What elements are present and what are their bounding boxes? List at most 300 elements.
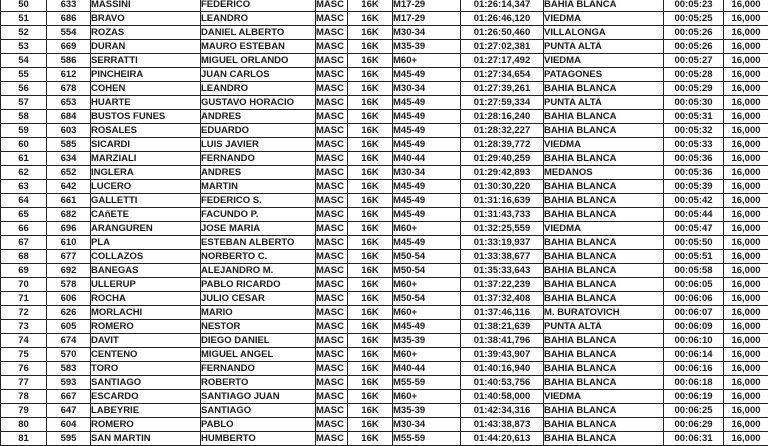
cell-distance-meters: 16,000 [724,306,768,320]
cell-distance: 16K [348,278,393,292]
cell-sex: MASC [316,432,348,446]
cell-first-name: DIEGO DANIEL [201,334,316,348]
cell-distance: 16K [348,320,393,334]
cell-distance: 16K [348,110,393,124]
cell-last-name: DAVIT [91,334,201,348]
cell-last-name: DURAN [91,40,201,54]
cell-city: PATAGONES [544,68,664,82]
cell-bib: 612 [47,68,91,82]
cell-chip-time: 01:31:16,639 [461,194,544,208]
cell-chip-time: 01:39:43,907 [461,348,544,362]
cell-pace: 00:05:25 [664,12,724,26]
cell-sex: MASC [316,376,348,390]
cell-first-name: MIGUEL ORLANDO [201,54,316,68]
cell-pace: 00:06:14 [664,348,724,362]
cell-position: 52 [1,26,47,40]
cell-distance: 16K [348,222,393,236]
cell-distance: 16K [348,166,393,180]
table-row [1,54,768,68]
cell-distance-meters: 16,000 [724,222,768,236]
cell-distance-meters: 16,000 [724,208,768,222]
table-row [1,348,768,362]
cell-sex: MASC [316,194,348,208]
cell-distance-meters: 16,000 [724,264,768,278]
cell-first-name: ROBERTO [201,376,316,390]
cell-category: M55-59 [393,432,461,446]
cell-chip-time: 01:37:22,239 [461,278,544,292]
table-row [1,110,768,124]
cell-city: BAHIA BLANCA [544,404,664,418]
cell-category: M30-34 [393,26,461,40]
table-row [1,250,768,264]
cell-bib: 595 [47,432,91,446]
cell-city: VIEDMA [544,138,664,152]
cell-first-name: LEANDRO [201,12,316,26]
cell-distance: 16K [348,96,393,110]
cell-distance-meters: 16,000 [724,292,768,306]
cell-bib: 583 [47,362,91,376]
cell-distance-meters: 16,000 [724,404,768,418]
cell-sex: MASC [316,82,348,96]
table-row [1,306,768,320]
cell-distance-meters: 16,000 [724,390,768,404]
cell-last-name: SAN MARTIN [91,432,201,446]
cell-distance-meters: 16,000 [724,124,768,138]
cell-position: 54 [1,54,47,68]
cell-chip-time: 01:28:32,227 [461,124,544,138]
cell-category: M40-44 [393,362,461,376]
cell-last-name: LUCERO [91,180,201,194]
cell-distance: 16K [348,0,393,12]
cell-bib: 667 [47,390,91,404]
cell-sex: MASC [316,348,348,362]
cell-pace: 00:05:51 [664,250,724,264]
cell-position: 57 [1,96,47,110]
cell-chip-time: 01:27:59,334 [461,96,544,110]
cell-city: BAHIA BLANCA [544,208,664,222]
cell-category: M60+ [393,306,461,320]
cell-last-name: CENTENO [91,348,201,362]
cell-last-name: ROZAS [91,26,201,40]
cell-distance-meters: 16,000 [724,40,768,54]
cell-last-name: HUARTE [91,96,201,110]
cell-bib: 682 [47,208,91,222]
table-row [1,334,768,348]
cell-position: 75 [1,348,47,362]
cell-first-name: LEANDRO [201,82,316,96]
cell-category: M45-49 [393,236,461,250]
cell-pace: 00:06:29 [664,418,724,432]
cell-distance-meters: 16,000 [724,362,768,376]
cell-chip-time: 01:27:39,261 [461,82,544,96]
cell-category: M60+ [393,54,461,68]
cell-pace: 00:05:28 [664,68,724,82]
cell-city: BAHIA BLANCA [544,180,664,194]
cell-city: MEDANOS [544,166,664,180]
cell-first-name: PABLO [201,418,316,432]
cell-city: BAHIA BLANCA [544,194,664,208]
cell-first-name: JULIO CESAR [201,292,316,306]
cell-distance: 16K [348,26,393,40]
cell-city: BAHIA BLANCA [544,152,664,166]
cell-bib: 593 [47,376,91,390]
cell-distance-meters: 16,000 [724,152,768,166]
cell-category: M50-54 [393,250,461,264]
cell-last-name: PINCHEIRA [91,68,201,82]
cell-first-name: SANTIAGO [201,404,316,418]
cell-pace: 00:05:26 [664,40,724,54]
cell-pace: 00:06:09 [664,320,724,334]
cell-position: 50 [1,0,47,12]
cell-category: M60+ [393,348,461,362]
cell-pace: 00:06:25 [664,404,724,418]
table-row [1,68,768,82]
cell-pace: 00:05:39 [664,180,724,194]
cell-city: BAHIA BLANCA [544,362,664,376]
cell-last-name: BUSTOS FUNES [91,110,201,124]
cell-distance-meters: 16,000 [724,138,768,152]
cell-bib: 647 [47,404,91,418]
cell-bib: 684 [47,110,91,124]
cell-last-name: SERRATTI [91,54,201,68]
cell-city: VIEDMA [544,222,664,236]
cell-position: 81 [1,432,47,446]
cell-bib: 669 [47,40,91,54]
cell-distance-meters: 16,000 [724,110,768,124]
cell-position: 66 [1,222,47,236]
cell-first-name: FEDERICO S. [201,194,316,208]
cell-sex: MASC [316,334,348,348]
cell-chip-time: 01:35:33,643 [461,264,544,278]
cell-pace: 00:06:31 [664,432,724,446]
cell-sex: MASC [316,138,348,152]
cell-last-name: MARZIALI [91,152,201,166]
cell-sex: MASC [316,96,348,110]
cell-category: M45-49 [393,124,461,138]
cell-distance: 16K [348,362,393,376]
cell-distance: 16K [348,138,393,152]
cell-pace: 00:05:36 [664,152,724,166]
table-row [1,12,768,26]
cell-distance-meters: 16,000 [724,236,768,250]
cell-distance: 16K [348,348,393,362]
cell-city: PUNTA ALTA [544,40,664,54]
cell-chip-time: 01:27:02,381 [461,40,544,54]
cell-sex: MASC [316,110,348,124]
table-row [1,404,768,418]
cell-bib: 610 [47,236,91,250]
cell-bib: 661 [47,194,91,208]
cell-position: 58 [1,110,47,124]
cell-bib: 642 [47,180,91,194]
cell-chip-time: 01:37:32,408 [461,292,544,306]
cell-last-name: ROSALES [91,124,201,138]
cell-first-name: JOSE MARIA [201,222,316,236]
cell-category: M60+ [393,390,461,404]
cell-chip-time: 01:26:50,460 [461,26,544,40]
cell-distance-meters: 16,000 [724,26,768,40]
cell-bib: 603 [47,124,91,138]
cell-sex: MASC [316,390,348,404]
cell-category: M17-29 [393,12,461,26]
cell-pace: 00:06:05 [664,278,724,292]
cell-category: M35-39 [393,40,461,54]
cell-chip-time: 01:42:34,316 [461,404,544,418]
cell-city: BAHIA BLANCA [544,432,664,446]
cell-pace: 00:06:18 [664,376,724,390]
cell-position: 65 [1,208,47,222]
cell-bib: 578 [47,278,91,292]
cell-last-name: ROMERO [91,418,201,432]
cell-distance: 16K [348,306,393,320]
cell-bib: 677 [47,250,91,264]
results-table-body [1,0,768,446]
cell-position: 60 [1,138,47,152]
cell-category: M35-39 [393,334,461,348]
cell-category: M50-54 [393,292,461,306]
cell-category: M60+ [393,222,461,236]
table-row [1,194,768,208]
cell-pace: 00:05:30 [664,96,724,110]
cell-sex: MASC [316,222,348,236]
cell-category: M45-49 [393,208,461,222]
cell-distance-meters: 16,000 [724,54,768,68]
cell-bib: 605 [47,320,91,334]
cell-sex: MASC [316,362,348,376]
cell-pace: 00:05:44 [664,208,724,222]
cell-position: 73 [1,320,47,334]
cell-chip-time: 01:33:19,937 [461,236,544,250]
cell-bib: 692 [47,264,91,278]
cell-sex: MASC [316,264,348,278]
cell-sex: MASC [316,166,348,180]
cell-last-name: COHEN [91,82,201,96]
cell-bib: 686 [47,12,91,26]
cell-last-name: COLLAZOS [91,250,201,264]
cell-first-name: FERNANDO [201,362,316,376]
cell-distance: 16K [348,68,393,82]
cell-city: PUNTA ALTA [544,320,664,334]
cell-first-name: LUIS JAVIER [201,138,316,152]
cell-city: VILLALONGA [544,26,664,40]
table-row [1,418,768,432]
cell-city: M. BURATOVICH [544,306,664,320]
cell-position: 72 [1,306,47,320]
cell-city: BAHIA BLANCA [544,376,664,390]
cell-first-name: JUAN CARLOS [201,68,316,82]
cell-position: 53 [1,40,47,54]
table-row [1,320,768,334]
cell-chip-time: 01:38:21,639 [461,320,544,334]
cell-chip-time: 01:27:34,654 [461,68,544,82]
cell-city: BAHIA BLANCA [544,334,664,348]
cell-sex: MASC [316,26,348,40]
table-row [1,138,768,152]
cell-category: M45-49 [393,110,461,124]
cell-pace: 00:05:27 [664,54,724,68]
table-row [1,166,768,180]
cell-last-name: ROCHA [91,292,201,306]
cell-first-name: NORBERTO C. [201,250,316,264]
cell-sex: MASC [316,40,348,54]
cell-category: M45-49 [393,68,461,82]
table-row [1,82,768,96]
cell-pace: 00:06:07 [664,306,724,320]
cell-sex: MASC [316,306,348,320]
cell-first-name: MARIO [201,306,316,320]
cell-sex: MASC [316,68,348,82]
cell-chip-time: 01:38:41,796 [461,334,544,348]
cell-city: BAHIA BLANCA [544,236,664,250]
cell-sex: MASC [316,320,348,334]
cell-distance: 16K [348,40,393,54]
cell-distance-meters: 16,000 [724,376,768,390]
cell-first-name: SANTIAGO JUAN [201,390,316,404]
cell-distance: 16K [348,250,393,264]
cell-pace: 00:05:31 [664,110,724,124]
cell-distance-meters: 16,000 [724,12,768,26]
cell-city: BAHIA BLANCA [544,110,664,124]
cell-chip-time: 01:27:17,492 [461,54,544,68]
cell-category: M45-49 [393,138,461,152]
cell-distance: 16K [348,390,393,404]
cell-distance-meters: 16,000 [724,250,768,264]
cell-distance: 16K [348,194,393,208]
cell-pace: 00:06:16 [664,362,724,376]
cell-chip-time: 01:33:38,677 [461,250,544,264]
table-row [1,236,768,250]
cell-chip-time: 01:28:39,772 [461,138,544,152]
cell-position: 69 [1,264,47,278]
cell-position: 68 [1,250,47,264]
cell-chip-time: 01:40:58,000 [461,390,544,404]
cell-position: 64 [1,194,47,208]
cell-distance-meters: 16,000 [724,348,768,362]
cell-position: 76 [1,362,47,376]
cell-first-name: EDUARDO [201,124,316,138]
cell-position: 71 [1,292,47,306]
cell-distance: 16K [348,404,393,418]
cell-distance-meters: 16,000 [724,0,768,12]
cell-position: 79 [1,404,47,418]
cell-sex: MASC [316,250,348,264]
cell-category: M45-49 [393,96,461,110]
cell-category: M45-49 [393,320,461,334]
table-row [1,0,768,12]
cell-distance: 16K [348,334,393,348]
cell-first-name: ESTEBAN ALBERTO [201,236,316,250]
table-row [1,124,768,138]
cell-category: M45-49 [393,180,461,194]
cell-category: M40-44 [393,152,461,166]
cell-pace: 00:05:50 [664,236,724,250]
cell-chip-time: 01:37:46,116 [461,306,544,320]
cell-sex: MASC [316,180,348,194]
cell-position: 51 [1,12,47,26]
cell-distance-meters: 16,000 [724,418,768,432]
cell-sex: MASC [316,54,348,68]
cell-distance-meters: 16,000 [724,334,768,348]
cell-chip-time: 01:31:43,733 [461,208,544,222]
cell-pace: 00:06:19 [664,390,724,404]
cell-last-name: INGLERA [91,166,201,180]
cell-last-name: BRAVO [91,12,201,26]
cell-chip-time: 01:29:42,893 [461,166,544,180]
cell-first-name: DANIEL ALBERTO [201,26,316,40]
table-row [1,376,768,390]
table-row [1,208,768,222]
cell-last-name: SANTIAGO [91,376,201,390]
cell-last-name: MASSINI [91,0,201,12]
cell-position: 77 [1,376,47,390]
cell-category: M35-39 [393,404,461,418]
cell-pace: 00:05:42 [664,194,724,208]
cell-bib: 653 [47,96,91,110]
cell-first-name: MIGUEL ANGEL [201,348,316,362]
cell-city: PUNTA ALTA [544,96,664,110]
cell-sex: MASC [316,208,348,222]
cell-first-name: MAURO ESTEBAN [201,40,316,54]
cell-last-name: GALLETTI [91,194,201,208]
cell-distance-meters: 16,000 [724,320,768,334]
cell-last-name: ESCARDO [91,390,201,404]
cell-city: BAHIA BLANCA [544,278,664,292]
table-row [1,390,768,404]
cell-last-name: ARANGUREN [91,222,201,236]
cell-category: M30-34 [393,166,461,180]
cell-sex: MASC [316,0,348,12]
cell-position: 55 [1,68,47,82]
cell-distance: 16K [348,208,393,222]
cell-bib: 634 [47,152,91,166]
cell-distance: 16K [348,292,393,306]
cell-position: 67 [1,236,47,250]
cell-sex: MASC [316,278,348,292]
cell-sex: MASC [316,152,348,166]
cell-distance-meters: 16,000 [724,166,768,180]
cell-bib: 554 [47,26,91,40]
cell-bib: 604 [47,418,91,432]
cell-first-name: ALEJANDRO M. [201,264,316,278]
cell-pace: 00:05:29 [664,82,724,96]
cell-category: M45-49 [393,194,461,208]
table-row [1,180,768,194]
cell-bib: 652 [47,166,91,180]
cell-bib: 626 [47,306,91,320]
cell-position: 70 [1,278,47,292]
cell-chip-time: 01:44:20,613 [461,432,544,446]
table-row [1,96,768,110]
cell-distance: 16K [348,236,393,250]
table-row [1,152,768,166]
cell-last-name: PLA [91,236,201,250]
cell-distance-meters: 16,000 [724,194,768,208]
cell-chip-time: 01:40:53,756 [461,376,544,390]
cell-first-name: HUMBERTO [201,432,316,446]
cell-distance: 16K [348,264,393,278]
cell-city: BAHIA BLANCA [544,292,664,306]
table-row [1,222,768,236]
table-row [1,264,768,278]
cell-city: VIEDMA [544,54,664,68]
cell-pace: 00:05:47 [664,222,724,236]
cell-last-name: SICARDI [91,138,201,152]
cell-distance: 16K [348,124,393,138]
cell-city: VIEDMA [544,390,664,404]
cell-bib: 606 [47,292,91,306]
cell-distance: 16K [348,418,393,432]
cell-chip-time: 01:28:16,240 [461,110,544,124]
